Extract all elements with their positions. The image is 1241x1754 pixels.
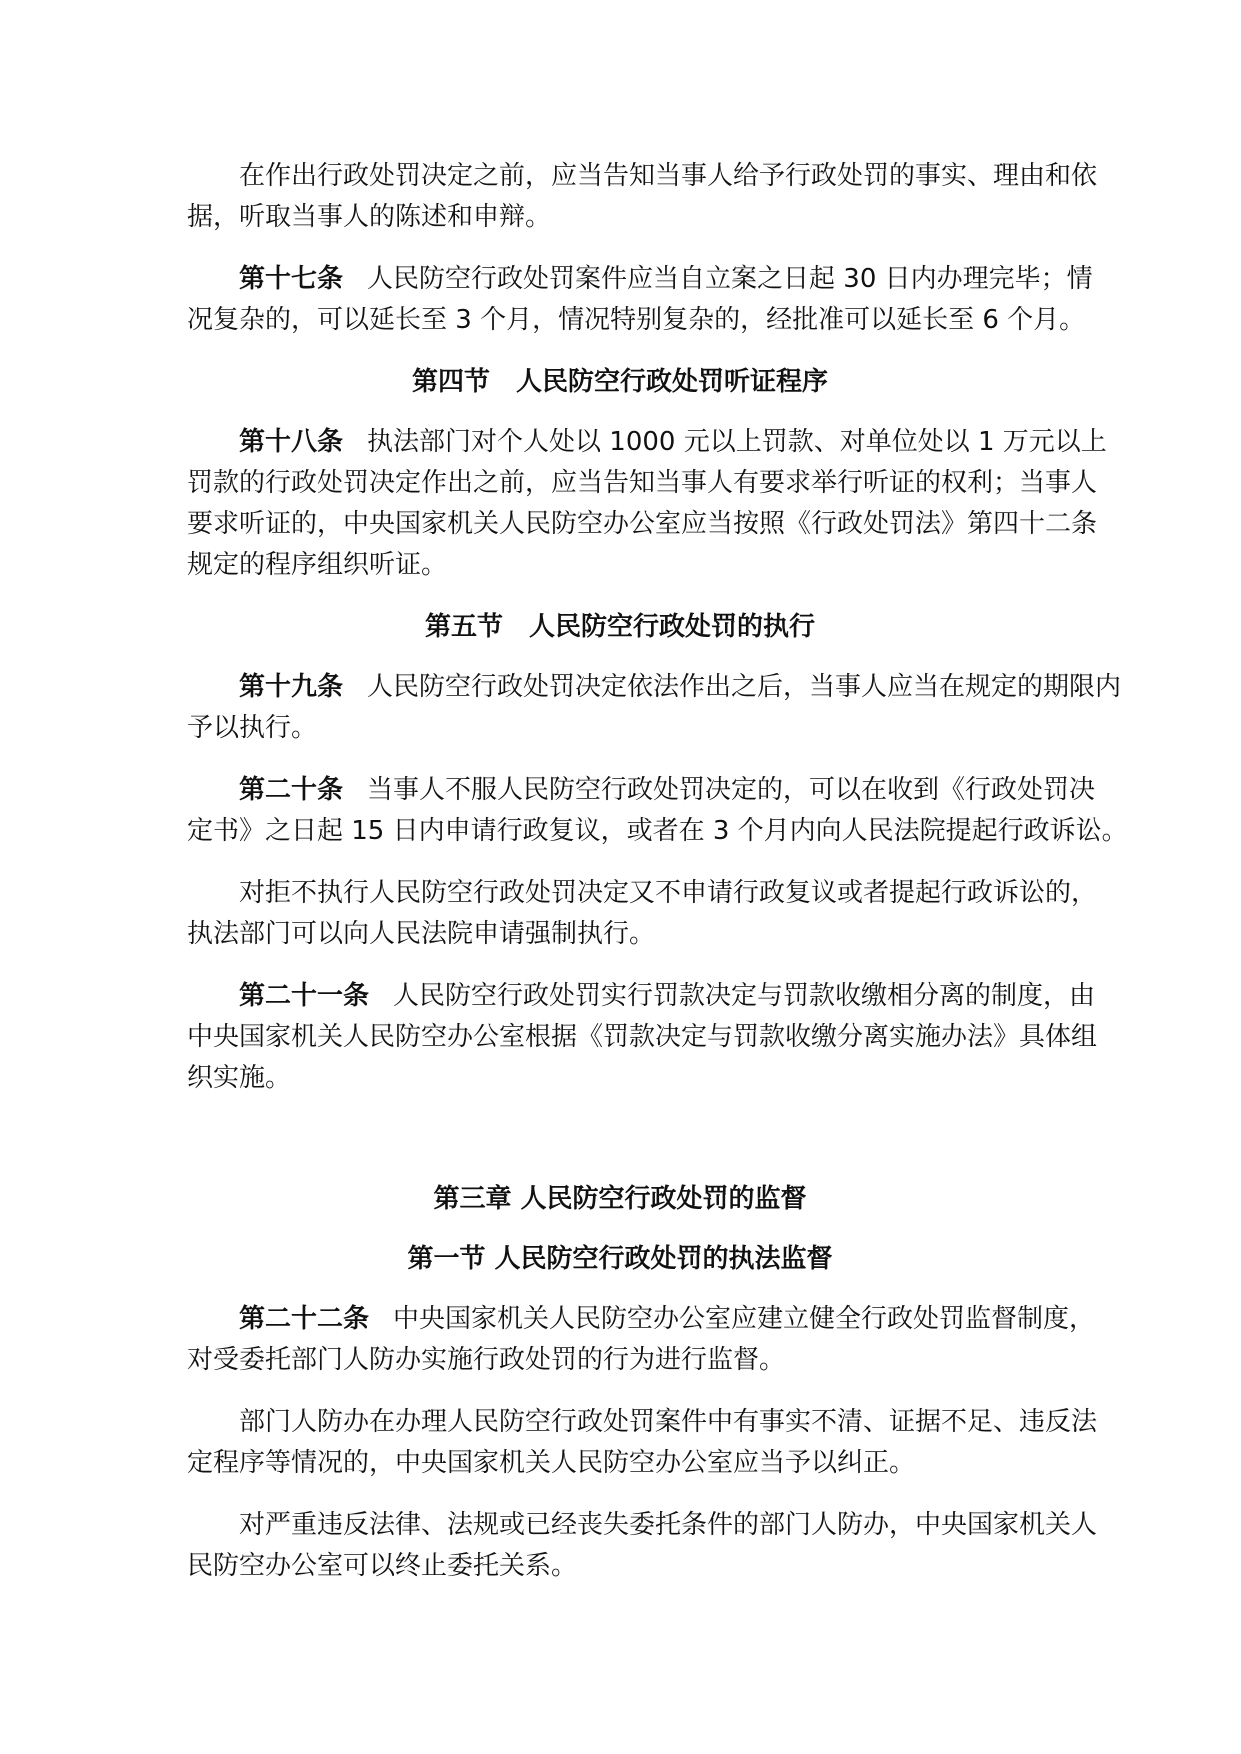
line-text: 织实施。 [187, 1063, 292, 1093]
text-line [187, 914, 1053, 955]
paragraph [187, 1402, 1098, 1484]
text-line [187, 156, 1098, 197]
article-number: 第二十二条 [239, 1304, 370, 1334]
line-text: 予以执行。 [187, 713, 318, 743]
line-text: 定书》之日起 15 日内申请行政复议，或者在 3 个月内向人民法院提起行政诉讼。 [187, 816, 1128, 846]
line-text: 民防空办公室可以终止委托关系。 [187, 1551, 578, 1581]
article-paragraph [187, 259, 1093, 341]
line-text: 执法部门对个人处以 1000 元以上罚款、对单位处以 1 万元以上 [367, 427, 1107, 457]
text-line [187, 197, 1053, 238]
line-text: 对拒不执行人民防空行政处罚决定又不申请行政复议或者提起行政诉讼的， [239, 878, 1098, 908]
line-text: 人民防空行政处罚案件应当自立案之日起 30 日内办理完毕；情 [367, 264, 1093, 294]
line-text: 对受委托部门人防办实施行政处罚的行为进行监督。 [187, 1345, 786, 1375]
paragraph [187, 156, 1098, 238]
text-line [187, 873, 1098, 914]
text-line [187, 300, 1086, 341]
text-line [187, 1402, 1098, 1443]
section-heading: 第四节 人民防空行政处罚听证程序 [411, 367, 828, 397]
text-line [187, 1505, 1098, 1546]
article-number: 第十八条 [239, 427, 344, 457]
text-line [187, 1058, 1053, 1099]
text-line [187, 770, 1096, 811]
line-text: 人民防空行政处罚实行罚款决定与罚款收缴相分离的制度，由 [393, 981, 1096, 1011]
text-line [187, 1443, 1053, 1484]
article-paragraph [187, 667, 1122, 749]
section-heading: 第一节 人民防空行政处罚的执法监督 [407, 1244, 833, 1274]
text-line [187, 1546, 1053, 1587]
line-text: 据，听取当事人的陈述和申辩。 [187, 202, 552, 232]
text-line [187, 504, 1098, 545]
text-line [187, 708, 1053, 749]
text-line [187, 811, 1128, 852]
article-number: 第十七条 [239, 264, 344, 294]
article-paragraph [187, 1299, 1096, 1381]
line-text: 中央国家机关人民防空办公室应建立健全行政处罚监督制度， [393, 1304, 1096, 1334]
line-text: 当事人不服人民防空行政处罚决定的，可以在收到《行政处罚决 [367, 775, 1096, 805]
paragraph [187, 1505, 1098, 1587]
line-text: 定程序等情况的，中央国家机关人民防空办公室应当予以纠正。 [187, 1448, 916, 1478]
article-paragraph [187, 976, 1098, 1099]
text-line [187, 976, 1096, 1017]
line-text: 要求听证的，中央国家机关人民防空办公室应当按照《行政处罚法》第四十二条 [187, 509, 1098, 539]
line-text: 中央国家机关人民防空办公室根据《罚款决定与罚款收缴分离实施办法》具体组 [187, 1022, 1098, 1052]
text-line [187, 1017, 1098, 1058]
article-number: 第十九条 [239, 672, 344, 702]
text-line [187, 463, 1098, 504]
line-text: 对严重违反法律、法规或已经丧失委托条件的部门人防办，中央国家机关人 [239, 1510, 1098, 1540]
text-line [187, 259, 1093, 300]
chapter-heading: 第三章 人民防空行政处罚的监督 [433, 1184, 807, 1214]
text-line [187, 1340, 1053, 1381]
paragraph [187, 873, 1098, 955]
article-paragraph [187, 770, 1128, 852]
line-text: 人民防空行政处罚决定依法作出之后，当事人应当在规定的期限内 [367, 672, 1122, 702]
text-line [187, 667, 1122, 708]
line-text: 执法部门可以向人民法院申请强制执行。 [187, 919, 656, 949]
line-text: 况复杂的，可以延长至 3 个月，情况特别复杂的，经批准可以延长至 6 个月。 [187, 305, 1086, 335]
text-line [187, 422, 1107, 463]
text-line [187, 1299, 1096, 1340]
section-heading: 第五节 人民防空行政处罚的执行 [424, 612, 815, 642]
document-page [187, 156, 1128, 1608]
text-line [187, 545, 1053, 586]
article-number: 第二十条 [239, 775, 344, 805]
line-text: 在作出行政处罚决定之前，应当告知当事人给予行政处罚的事实、理由和依 [239, 161, 1098, 191]
line-text: 罚款的行政处罚决定作出之前，应当告知当事人有要求举行听证的权利；当事人 [187, 468, 1098, 498]
line-text: 部门人防办在办理人民防空行政处罚案件中有事实不清、证据不足、违反法 [239, 1407, 1098, 1437]
article-paragraph [187, 422, 1107, 586]
article-number: 第二十一条 [239, 981, 370, 1011]
line-text: 规定的程序组织听证。 [187, 550, 448, 580]
